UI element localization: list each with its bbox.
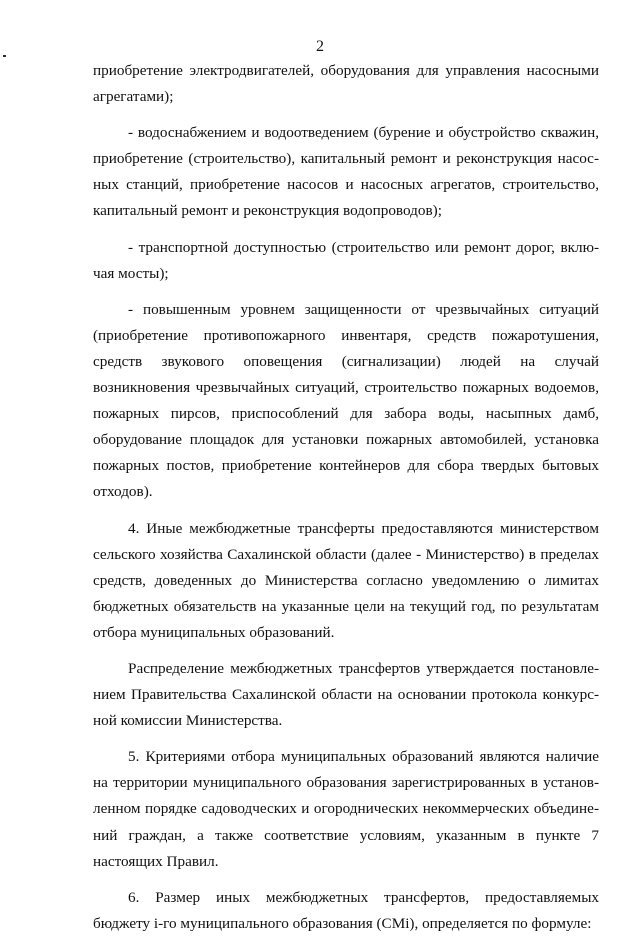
document-body — [93, 58, 599, 937]
paragraph-transport: - транспортной доступностью (строительство или ремонт дорог, включая мосты); — [93, 238, 599, 282]
paragraph-item-6: 6. Размер иных межбюджетных трансфертов, предоставляемых бюджету i-го муниципального образования (СМі), определяется по формуле: — [93, 888, 599, 932]
paragraph-distribution: Распределение межбюджетных трансфертов утверждается постановлением Правительства Сахалинской области на основании протокола конкурсной комиссии Министерства. — [93, 659, 599, 730]
page-number: 2 — [316, 38, 324, 55]
paragraph-emergency-protection: - повышенным уровнем защищенности от чрезвычайных ситуаций (приобретение противопожарного инвентаря, средств пожаротушения, средств звукового оповещения (сигнализации) людей на случай возникновения чрезвычайных ситуаций, строительство пожарных водоемов, пожарных пирсов, приспособлений для забора воды, насыпных дамб, оборудование площадок для установки пожарных автомобилей, установка пожарных постов, приобретение контейнеров для сбора твердых бытовых отходов). — [93, 300, 599, 501]
paragraph-item-5: 5. Критериями отбора муниципальных образований являются наличие на территории муниципального образования зарегистрированных в установленном порядке садоводческих и огороднических некоммерческих объединений граждан, а также соответствие условиям, указанным в пункте 7 настоящих Правил. — [93, 748, 599, 870]
paragraph-water-supply: - водоснабжением и водоотведением (бурение и обустройство скважин, приобретение (строительство), капитальный ремонт и реконструкция насосных станций, приобретение насосов и насосных агрегатов, строительство, капитальный ремонт и реконструкция водопроводов); — [93, 124, 599, 220]
paragraph-continuation: приобретение электродвигателей, оборудования для управления насосными агрегатами); — [93, 62, 599, 106]
paragraph-item-4: 4. Иные межбюджетные трансферты предоставляются министерством сельского хозяйства Сахалинской области (далее - Министерство) в пределах средств, доведенных до Министерства согласно уведомлению о лимитах бюджетных обязательств на указанные цели на текущий год, по результатам отбора муниципальных образований. — [93, 519, 599, 641]
